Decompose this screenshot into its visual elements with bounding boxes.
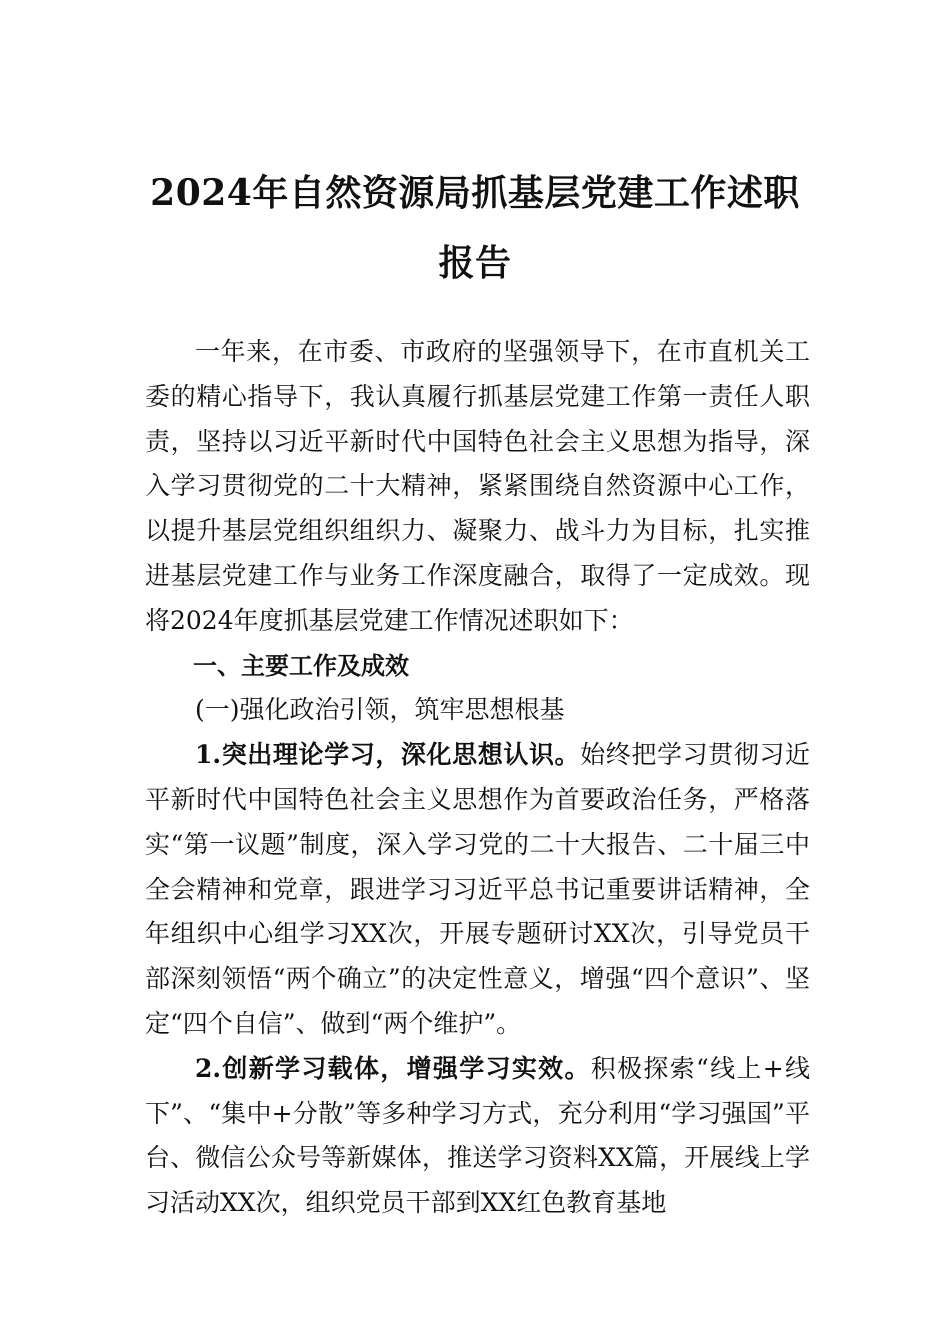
item-paragraph-theory-study	[145, 733, 810, 1047]
item-paragraph-study-carriers	[145, 1047, 810, 1226]
item-lead-study-carriers: 2.创新学习载体，增强学习实效。	[195, 1053, 591, 1083]
item-lead-theory-study: 1.突出理论学习，深化思想认识。	[195, 740, 581, 770]
item-text-theory-study: 始终把学习贯彻习近平新时代中国特色社会主义思想作为首要政治任务，严格落实“第一议题”制度，深入学习党的二十大报告、二十届三中全会精神和党章，跟进学习习近平总书记重要讲话精神，全年组织中心组学习XX次，开展专题研讨XX次，引导党员干部深刻领悟“两个确立”的决定性意义，增强“四个意识”、坚定“四个自信”、做到“两个维护”。	[145, 740, 810, 1038]
document-title: 2024年自然资源局抓基层党建工作述职报告	[150, 172, 800, 284]
document-body	[145, 330, 810, 1226]
section-heading-main-work: 一、主要工作及成效	[193, 651, 409, 680]
intro-paragraph: 一年来，在市委、市政府的坚强领导下，在市直机关工委的精心指导下，我认真履行抓基层党建工作第一责任人职责，坚持以习近平新时代中国特色社会主义思想为指导，深入学习贯彻党的二十大精神，紧紧围绕自然资源中心工作，以提升基层党组织组织力、凝聚力、战斗力为目标，扎实推进基层党建工作与业务工作深度融合，取得了一定成效。现将2024年度抓基层党建工作情况述职如下：	[145, 337, 810, 635]
subsection-heading-political-leadership: (一)强化政治引领，筑牢思想根基	[195, 695, 565, 725]
item-text-study-carriers: 积极探索“线上+线下”、“集中+分散”等多种学习方式，充分利用“学习强国”平台、微信公众号等新媒体，推送学习资料XX篇，开展线上学习活动XX次，组织党员干部到XX红色教育基地	[145, 1053, 810, 1218]
